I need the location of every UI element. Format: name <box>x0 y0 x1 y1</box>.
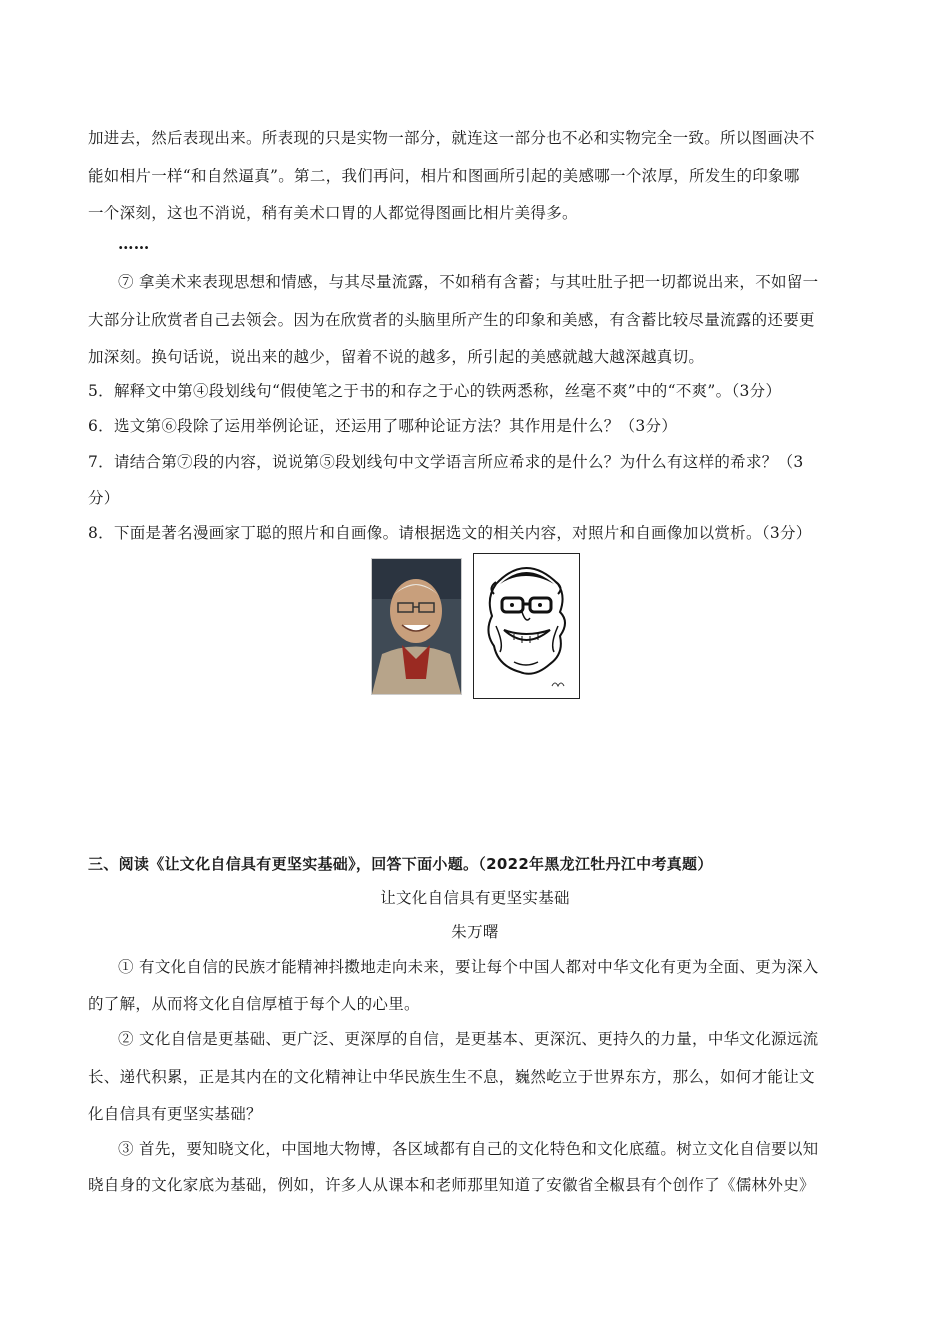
paragraph-3-line: ③ 首先，要知晓文化，中国地大物博，各区域都有自己的文化特色和文化底蕴。树立文化自信要以知 <box>118 1140 819 1158</box>
article-title: 让文化自信具有更坚实基础 <box>380 889 570 907</box>
question-7-cont: 分） <box>88 489 120 507</box>
paragraph-2-line: 长、递代积累，正是其内在的文化精神让中华民族生生不息，巍然屹立于世界东方，那么，如何才能让文 <box>88 1068 815 1086</box>
caricature-image <box>473 553 580 699</box>
paragraph-2-line: 化自信具有更坚实基础？ <box>88 1105 262 1123</box>
passage-line: 大部分让欣赏者自己去领会。因为在欣赏者的头脑里所产生的印象和美感，有含蓄比较尽量流露的还要更 <box>88 311 815 329</box>
paragraph-7-line: ⑦ 拿美术来表现思想和情感，与其尽量流露，不如稍有含蓄；与其吐肚子把一切都说出来，不如留一 <box>118 273 819 291</box>
question-6: 6．选文第⑥段除了运用举例论证，还运用了哪种论证方法？其作用是什么？（3分） <box>88 417 678 435</box>
section-3-heading: 三、阅读《让文化自信具有更坚实基础》，回答下面小题。（2022年黑龙江牡丹江中考真题） <box>88 855 713 873</box>
passage-line: 加进去，然后表现出来。所表现的只是实物一部分，就连这一部分也不必和实物完全一致。所以图画决不 <box>88 129 815 147</box>
self-portrait-drawing-icon <box>474 554 579 698</box>
paragraph-3-line: 晓自身的文化家底为基础，例如，许多人从课本和老师那里知道了安徽省全椒县有个创作了《儒林外史》 <box>88 1176 815 1194</box>
question-8: 8．下面是著名漫画家丁聪的照片和自画像。请根据选文的相关内容，对照片和自画像加以赏析。（3分） <box>88 524 812 542</box>
paragraph-2-line: ② 文化自信是更基础、更广泛、更深厚的自信，是更基本、更深沉、更持久的力量，中华文化源远流 <box>118 1030 819 1048</box>
paragraph-1-line: ① 有文化自信的民族才能精神抖擞地走向未来，要让每个中国人都对中华文化有更为全面、更为深入 <box>118 958 819 976</box>
ellipsis: …… <box>118 234 150 253</box>
photo-image <box>371 558 462 695</box>
article-author: 朱万曙 <box>451 923 499 941</box>
question-7: 7．请结合第⑦段的内容，说说第⑤段划线句中文学语言所应希求的是什么？为什么有这样的希求？（3 <box>88 453 804 471</box>
passage-line: 加深刻。换句话说，说出来的越少，留着不说的越多，所引起的美感就越大越深越真切。 <box>88 348 705 366</box>
portrait-photo-icon <box>372 559 461 694</box>
paragraph-1-line: 的了解，从而将文化自信厚植于每个人的心里。 <box>88 995 420 1013</box>
passage-line: 一个深刻，这也不消说，稍有美术口胃的人都觉得图画比相片美得多。 <box>88 204 578 222</box>
passage-line: 能如相片一样“和自然逼真”。第二，我们再问，相片和图画所引起的美感哪一个浓厚，所发生的印象哪 <box>88 167 800 185</box>
question-5: 5．解释文中第④段划线句“假使笔之于书的和存之于心的铁两悉称，丝毫不爽”中的“不爽”。（3分） <box>88 382 782 400</box>
